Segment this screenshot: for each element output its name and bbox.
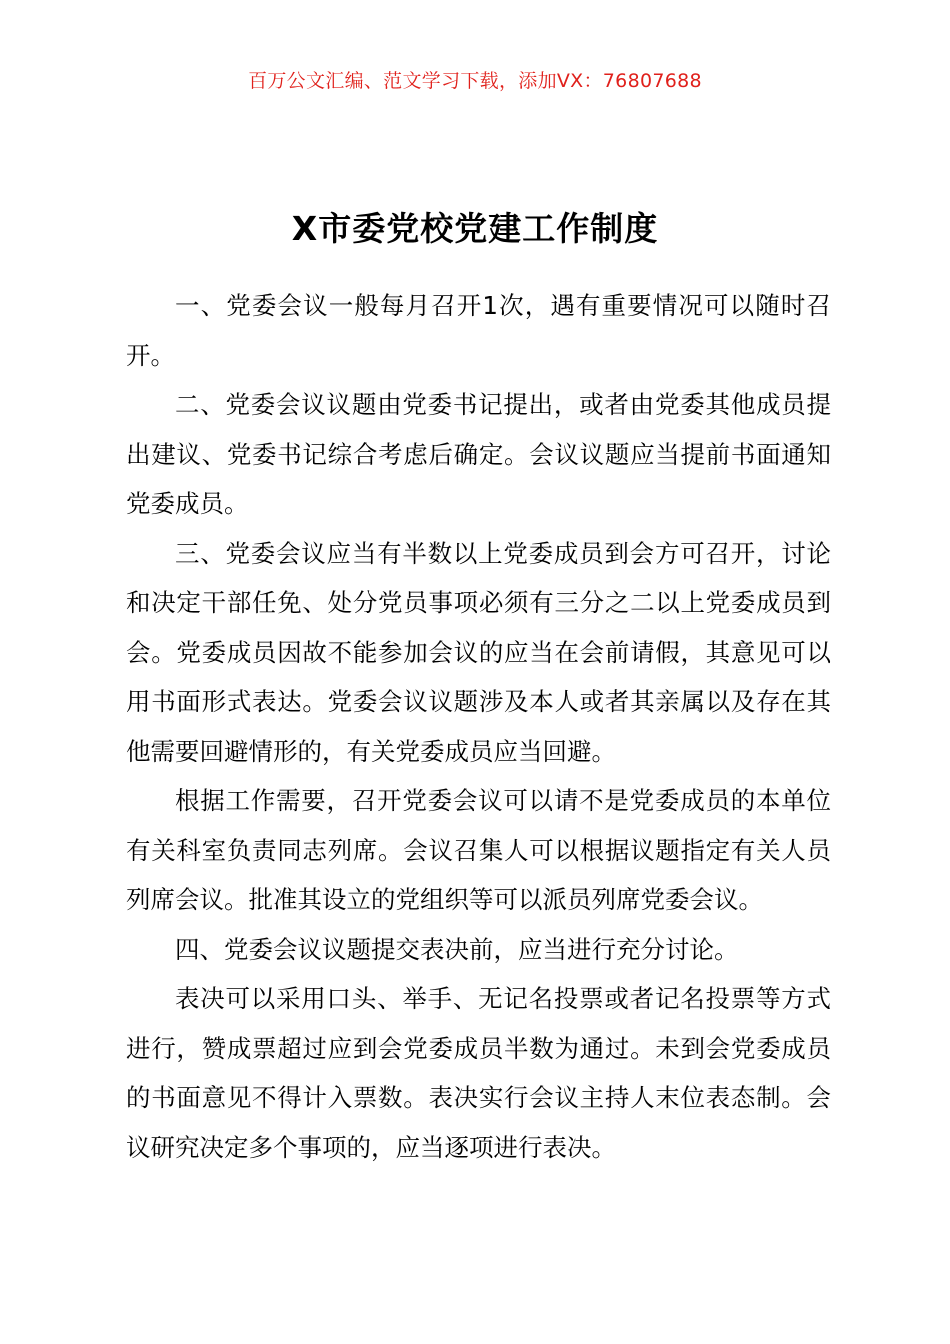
document-title: X市委党校党建工作制度 <box>291 209 659 248</box>
paragraph-1: 一、党委会议一般每月召开1次，遇有重要情况可以随时召开。 <box>126 291 831 370</box>
paragraph-4: 根据工作需要，召开党委会议可以请不是党委成员的本单位有关科室负责同志列席。会议召集人可以根据议题指定有关人员列席会议。批准其设立的党组织等可以派员列席党委会议。 <box>126 786 831 914</box>
header-banner: 百万公文汇编、范文学习下载，添加VX：76807688 <box>248 70 702 92</box>
paragraph-5: 四、党委会议议题提交表决前，应当进行充分讨论。 <box>175 934 739 964</box>
paragraph-2: 二、党委会议议题由党委书记提出，或者由党委其他成员提出建议、党委书记综合考虑后确定。会议议题应当提前书面通知党委成员。 <box>126 390 831 518</box>
paragraph-3: 三、党委会议应当有半数以上党委成员到会方可召开，讨论和决定干部任免、处分党员事项必须有三分之二以上党委成员到会。党委成员因故不能参加会议的应当在会前请假，其意见可以用书面形式表达。党委会议议题涉及本人或者其亲属以及存在其他需要回避情形的，有关党委成员应当回避。 <box>126 538 831 766</box>
document-body <box>126 281 831 1172</box>
paragraph-6: 表决可以采用口头、举手、无记名投票或者记名投票等方式进行，赞成票超过应到会党委成员半数为通过。未到会党委成员的书面意见不得计入票数。表决实行会议主持人末位表态制。会议研究决定多个事项的，应当逐项进行表决。 <box>126 984 831 1162</box>
